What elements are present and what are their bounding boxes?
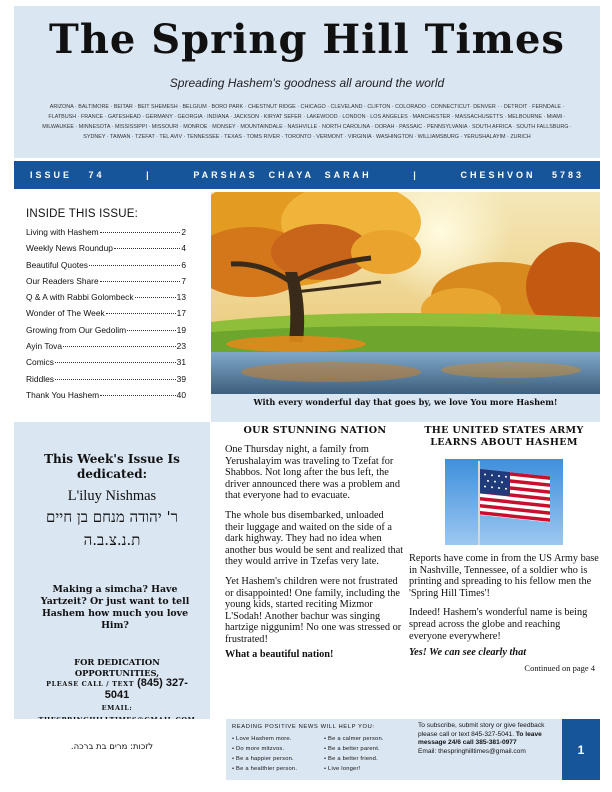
separator: | <box>146 170 152 180</box>
article-paragraph: Yet Hashem's children were not frustrated or disappointed! One family, including the young kids, started reciting Mizmor L'Sodah! Another bachur was singing hartzige niggunim! No one was stressed or frustrated! <box>225 575 402 645</box>
article-paragraph: Reports have come in from the US Army base in Nashville, Tennessee, of a soldier who is printing and spreading to his fellow men the 'Spring Hill Times'! <box>409 553 599 599</box>
footer-email[interactable]: Email: thespringhilltimes@gmail.com <box>418 747 526 755</box>
issue-bar <box>14 161 600 189</box>
benefit-item: • Be a happier person. <box>232 756 294 762</box>
subscribe-text: To subscribe, submit story or give feedback please call or text 845-327-5041. <box>418 722 545 738</box>
dedication-contact <box>34 657 200 725</box>
hero-caption: With every wonderful day that goes by, we love You more Hashem! <box>211 394 600 422</box>
article-closing: Yes! We can see clearly that <box>409 647 527 659</box>
toc-leader-dots <box>63 346 176 347</box>
american-flag-icon <box>445 459 563 545</box>
toc-leader-dots <box>55 362 176 363</box>
footer-credit: לזכות: מרים בת ברכה. <box>70 742 154 752</box>
toc-item-page: 23 <box>176 341 186 352</box>
dedication-panel <box>14 422 210 719</box>
toc-leader-dots <box>100 232 181 233</box>
benefit-item: • Live longer! <box>324 766 361 772</box>
toc-leader-dots <box>114 248 180 249</box>
toc-item-page: 7 <box>181 275 186 286</box>
dedication-name-hebrew: ר' יהודה מנחם בן חיים <box>46 508 178 526</box>
toc-item-page: 2 <box>181 227 186 237</box>
toc-leader-dots <box>100 395 176 396</box>
dedication-promo: Making a simcha? Have Yartzeit? Or just want to tell Hashem how much you love Him? <box>40 584 190 631</box>
dedication-title: This Week's Issue Is dedicated: <box>44 452 180 481</box>
toc-item-label: Comics <box>26 357 54 368</box>
parsha-name: PARSHAS CHAYA SARAH <box>193 170 372 180</box>
footer-credit-box <box>14 719 210 780</box>
benefit-item: • Be a healthier person. <box>232 766 298 772</box>
toc-item[interactable] <box>26 292 186 308</box>
dedication-call-label: PLEASE CALL / TEXT <box>46 680 135 688</box>
toc-item[interactable] <box>26 341 186 357</box>
toc-item[interactable] <box>26 276 186 292</box>
toc-item[interactable] <box>26 308 186 324</box>
benefit-item: • Be a better friend. <box>324 756 378 762</box>
separator: | <box>413 170 419 180</box>
toc-item[interactable] <box>26 374 186 390</box>
tagline: Spreading Hashem's goodness all around the world <box>169 76 445 90</box>
toc-item-label: Wonder of The Week <box>26 308 105 319</box>
toc-item-page: 17 <box>176 308 186 319</box>
toc-leader-dots <box>135 297 176 298</box>
toc-item-label: Growing from Our Gedolim <box>26 324 127 335</box>
footer-benefits-box <box>226 719 410 780</box>
toc-item-page: 6 <box>181 259 186 270</box>
issue-number: ISSUE 74 <box>30 170 105 180</box>
cities-list: ARIZONA · BALTIMORE · BEITAR · BEIT SHEMESH · BELGIUM · BORO PARK · CHESTNUT RIDGE · CHICAGO · CLEVELAND · CLIFTON · COLORADO · CONNECTICUT· DENVER · · DETROIT · FERNDALE · FLATBUSH · FRANCE · GATESHEAD · GERMANY · GEORGIA · INDIANA · JACKSON · KIRYAT SEFER · LAKEWOOD · LONDON · LOS ANGELES · MANCHESTER · MASSACHUSETTS · MELBOURNE · MIAMI · MILWAUKEE · MINNESOTA · MISSISSIPPI · MISSOURI · MONROE · MONSEY · MOUNTAINDALE · NASHVILLE · NORTH CAROLINA · OORAH · PASSAIC · PENNSYLVANIA · SOUTH AFRICA · SOUTH FALLSBURG · SYDNEY · TAIWAN · TZEFAT · TEL AVIV · TENNESSEE · TEXAS · TOMS RIVER · TORONTO · VERMONT · VIRGINIA · WASHINGTON · WILLIAMSBURG · YERUSHALAYIM · ZURICH <box>42 104 572 140</box>
article-headline: OUR STUNNING NATION <box>243 425 387 436</box>
benefits-title: READING POSITIVE NEWS WILL HELP YOU: <box>232 724 375 730</box>
article-headline: THE UNITED STATES ARMY LEARNS ABOUT HASHEM <box>424 425 584 448</box>
toc-leader-dots <box>100 281 181 282</box>
toc-item-label: Our Readers Share <box>26 275 99 286</box>
masthead <box>14 6 600 158</box>
toc-leader-dots <box>127 330 176 331</box>
article-our-stunning-nation <box>225 425 405 660</box>
toc-leader-dots <box>89 265 180 266</box>
benefits-column-left <box>232 734 297 774</box>
toc-item[interactable] <box>26 357 186 373</box>
benefit-item: • Love Hashem more. <box>232 736 292 742</box>
dedication-contact-heading: FOR DEDICATION OPPORTUNITIES, <box>74 657 160 678</box>
toc-item-page: 40 <box>176 389 186 400</box>
article-us-army <box>409 425 599 673</box>
benefit-item: • Do more mitzvos. <box>232 746 285 752</box>
article-closing: What a beautiful nation! <box>225 648 334 660</box>
benefit-item: • Be a calmer person. <box>324 736 384 742</box>
dedication-phone[interactable]: (845) 327-5041 <box>104 677 188 701</box>
hebrew-month: CHESHVON 5783 <box>460 170 584 180</box>
toc-item-page: 19 <box>176 324 186 335</box>
benefits-column-right <box>324 734 384 774</box>
toc-leader-dots <box>55 379 176 380</box>
toc-item-page: 31 <box>176 357 186 368</box>
toc-list <box>26 227 186 406</box>
toc-item[interactable] <box>26 227 186 243</box>
toc-item-page: 4 <box>181 243 186 254</box>
toc-item-label: Living with Hashem <box>26 227 99 237</box>
article-paragraph: Indeed! Hashem's wonderful name is being spread across the globe and reaching everyone everywhere! <box>409 607 588 642</box>
page-number: 1 <box>562 719 600 780</box>
toc-item-page: 13 <box>176 292 186 303</box>
benefit-item: • Be a better parent. <box>324 746 380 752</box>
toc-item-label: Thank You Hashem <box>26 389 100 400</box>
toc-item-label: Ayin Tova <box>26 341 63 352</box>
toc-item-label: Riddles <box>26 373 54 384</box>
toc-item-page: 39 <box>176 373 186 384</box>
toc-item[interactable] <box>26 325 186 341</box>
dedication-liluy: L'iluy Nishmas <box>67 488 157 504</box>
toc-item[interactable] <box>26 243 186 259</box>
toc-item[interactable] <box>26 260 186 276</box>
leave-message-text[interactable]: To leave message 24/6 call 385-381-0977 <box>418 730 542 747</box>
autumn-landscape-illustration <box>211 192 600 394</box>
dedication-email-label: EMAIL: <box>101 704 133 712</box>
article-paragraph: One Thursday night, a family from Yerushalayim was traveling to Tzefat for Shabbos. Not long after the bus left, the driver announced there was a problem and that everyone had to evacuate. <box>225 444 400 502</box>
american-flag-photo <box>445 459 563 545</box>
toc-item-label: Beautiful Quotes <box>26 259 88 270</box>
toc-item[interactable] <box>26 390 186 406</box>
toc-item-label: Q & A with Rabbi Golombeck <box>26 292 134 303</box>
toc-title: INSIDE THIS ISSUE: <box>26 208 139 220</box>
continued-link[interactable]: Continued on page 4 <box>524 662 595 673</box>
hero-image <box>211 192 600 394</box>
toc-item-label: Weekly News Roundup <box>26 243 113 254</box>
article-paragraph: The whole bus disembarked, unloaded their luggage and waited on the side of a dark highway. They had no idea when another bus would be sent and realized that they would arrive in Tzefas very late. <box>225 509 404 568</box>
article-body <box>409 553 599 659</box>
dedication-tantzva: ת.נ.צ.ב.ה <box>83 531 141 549</box>
newspaper-title: The Spring Hill Times <box>49 16 565 63</box>
table-of-contents <box>26 208 186 406</box>
footer-subscribe-box <box>410 719 562 780</box>
article-body <box>225 444 405 660</box>
toc-leader-dots <box>106 313 176 314</box>
